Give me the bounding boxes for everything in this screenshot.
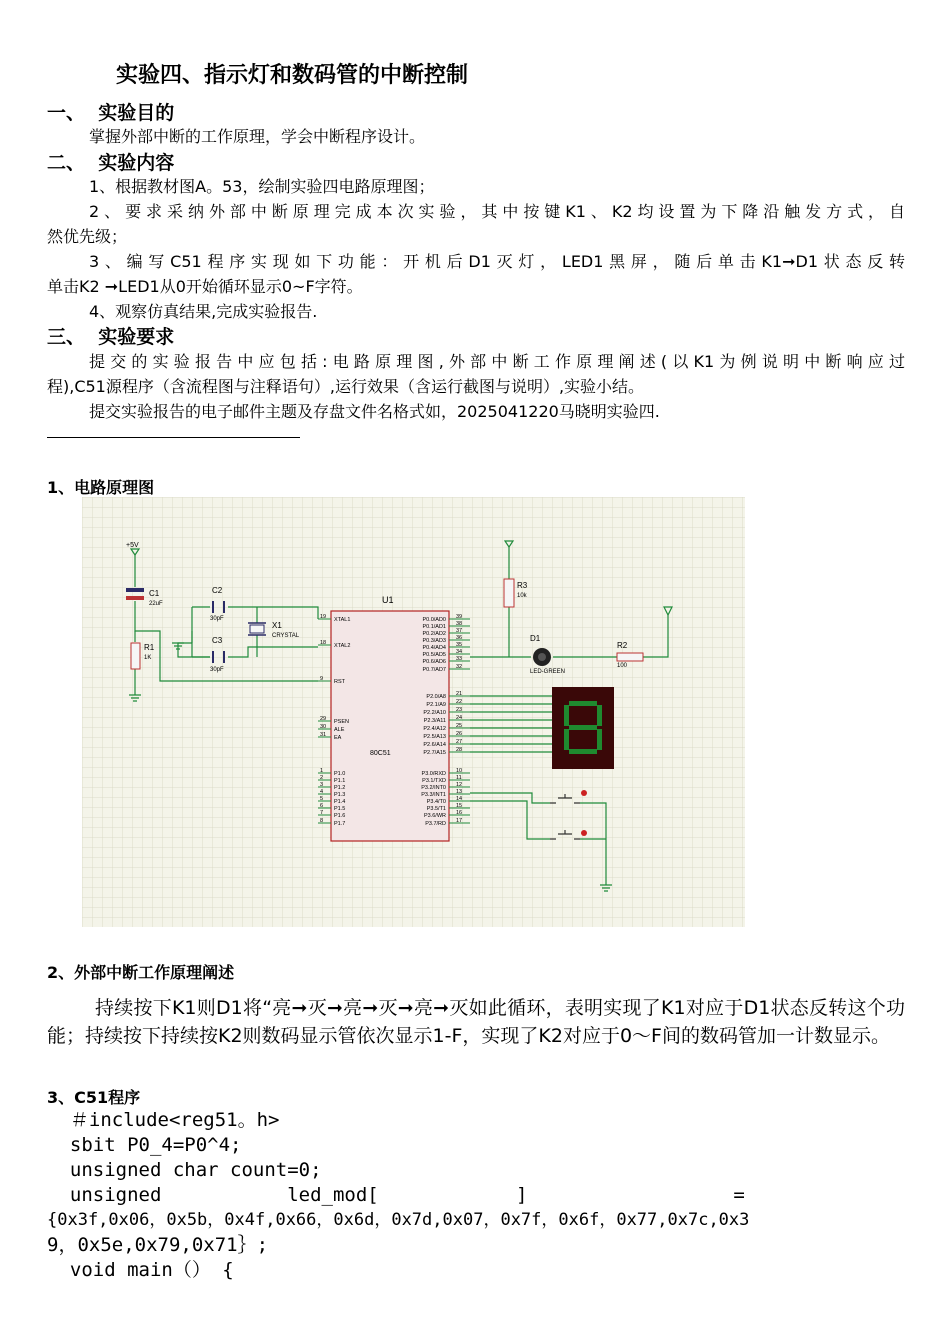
u1-pin-number: 5 [320, 796, 324, 802]
svg-text:LED-GREEN: LED-GREEN [530, 669, 566, 675]
u1-pin-label: P3.4/T0 [426, 799, 446, 805]
u1-pin-number: 25 [456, 723, 463, 729]
section-heading-content: 二、 实验内容 [47, 152, 175, 174]
u1-pin-number: 23 [456, 707, 463, 713]
u1-pin-label: P1.0 [334, 771, 346, 777]
u1-pin-number: 7 [320, 810, 324, 816]
code-line-7: void main（） { [47, 1259, 234, 1281]
svg-text:C3: C3 [212, 636, 223, 645]
part2-paragraph: 持续按下K1则D1将“亮➞灭➞亮➞灭➞亮➞灭如此循环，表明实现了K1对应于D1状态反转这个功能；持续按下持续按K2则数码显示管依次显示1-F，实现了K2对应于0～F间的数码管加一计数显示。 [47, 997, 905, 1047]
seven-segment-display [552, 687, 614, 769]
code-line-1: ＃include<reg51。h> [47, 1109, 280, 1131]
u1-pin-label: P0.2/AD2 [422, 631, 446, 637]
u1-pin-label: P2.6/A14 [423, 742, 446, 748]
u1-pin-label: P3.1/TXD [422, 778, 446, 784]
u1-pin-label: XTAL1 [334, 617, 351, 623]
u1-pin-label: P2.4/A12 [423, 726, 446, 732]
part2-heading: 2、外部中断工作原理阐述 [47, 963, 235, 982]
purpose-text: 掌握外部中断的工作原理，学会中断程序设计。 [89, 127, 426, 146]
u1-pin-label: P1.2 [334, 785, 346, 791]
u1-pin-number: 28 [456, 747, 463, 753]
u1-pin-number: 3 [320, 782, 324, 788]
svg-text:22uF: 22uF [149, 601, 163, 607]
u1-pin-label: P2.0/A8 [426, 694, 446, 700]
code-line-5: {0x3f,0x06，0x5b，0x4f,0x66，0x6d，0x7d,0x07，0x7f，0x6f，0x77,0x7c,0x3 [47, 1210, 750, 1230]
u1-pin-label: P3.6/WR [423, 813, 446, 819]
code-line-3: unsigned char count=0; [47, 1159, 322, 1181]
u1-pin-number: 2 [320, 775, 324, 781]
svg-text:R1: R1 [144, 643, 155, 652]
u1-pin-label: XTAL2 [334, 643, 351, 649]
u1-pin-label: P0.7/AD7 [422, 667, 446, 673]
content-line-3: 3、编写C51程序实现如下功能：开机后D1灭灯，LED1黑屏，随后单击K1➞D1状态反转 [89, 252, 905, 271]
u1-pin-label: P2.1/A9 [426, 702, 446, 708]
content-line-1: 1、根据教材图A。53，绘制实验四电路原理图； [89, 177, 435, 196]
u1-pin-number: 9 [320, 676, 324, 682]
u1-pin-label: P0.4/AD4 [422, 645, 446, 651]
section-heading-purpose: 一、 实验目的 [47, 102, 175, 124]
u1-pin-number: 33 [456, 656, 463, 662]
u1-pin-label: P1.3 [334, 792, 346, 798]
u1-pin-label: PSEN [334, 719, 349, 725]
u1-pin-number: 19 [320, 614, 327, 620]
u1-pin-label: P1.7 [334, 821, 346, 827]
u1-pin-label: P0.1/AD1 [422, 624, 446, 630]
content-line-4: 4、观察仿真结果,完成实验报告. [89, 302, 318, 321]
u1-pin-label: P0.3/AD3 [422, 638, 446, 644]
svg-text:1K: 1K [144, 655, 152, 661]
u1-pin-label: P2.2/A10 [423, 710, 446, 716]
svg-text:CRYSTAL: CRYSTAL [272, 633, 300, 639]
u1-pin-label: P0.6/AD6 [422, 659, 446, 665]
svg-text:C2: C2 [212, 586, 223, 595]
u1-pin-label: P0.5/AD5 [422, 652, 446, 658]
u1-pin-label: P3.7/RD [425, 821, 446, 827]
section-heading-requirements: 三、 实验要求 [47, 326, 175, 348]
u1-pin-label: ALE [334, 727, 345, 733]
u1-pin-label: P3.2/INT0 [421, 785, 446, 791]
u1-pin-label: P1.4 [334, 799, 346, 805]
u1-pin-number: 30 [320, 724, 327, 730]
u1-pin-number: 4 [320, 789, 324, 795]
svg-text:X1: X1 [272, 621, 282, 630]
requirements-line-3: 提交实验报告的电子邮件主题及存盘文件名格式如，2025041220马晓明实验四. [89, 402, 660, 421]
u1-pin-label: P1.5 [334, 806, 346, 812]
code-line-6: 9，0x5e,0x79,0x71｝; [47, 1234, 269, 1256]
u1-pin-label: P1.6 [334, 813, 346, 819]
u1-pin-number: 32 [456, 664, 463, 670]
u1-pin-label: P3.5/T1 [426, 806, 446, 812]
u1-pin-number: 34 [456, 649, 463, 655]
u1-pin-number: 22 [456, 699, 463, 705]
requirements-line-1: 提交的实验报告中应包括:电路原理图,外部中断工作原理阐述(以K1为例说明中断响应过 [89, 352, 905, 371]
u1-pin-number: 26 [456, 731, 463, 737]
content-line-2b: 然优先级； [47, 227, 128, 246]
u1-pin-number: 35 [456, 642, 463, 648]
u1-pin-number: 8 [320, 818, 324, 824]
svg-text:U1: U1 [382, 595, 394, 605]
svg-text:100: 100 [617, 663, 628, 669]
u1-pin-number: 17 [456, 818, 463, 824]
svg-text:C1: C1 [149, 589, 160, 598]
divider [47, 437, 300, 438]
u1-pin-number: 12 [456, 782, 463, 788]
circuit-schematic [82, 497, 745, 927]
u1-pin-number: 24 [456, 715, 463, 721]
svg-text:30pF: 30pF [210, 667, 224, 673]
u1-pin-number: 16 [456, 810, 463, 816]
part3-heading: 3、C51程序 [47, 1088, 141, 1107]
u1-pin-number: 18 [320, 640, 327, 646]
u1-pin-number: 29 [320, 716, 327, 722]
vcc-label: +5V [126, 542, 139, 549]
u1-pin-number: 39 [456, 614, 463, 620]
u1-pin-number: 37 [456, 628, 463, 634]
u1-pin-number: 6 [320, 803, 324, 809]
u1-pin-label: P2.5/A13 [423, 734, 446, 740]
u1-pin-label: P2.7/A15 [423, 750, 446, 756]
svg-text:R2: R2 [617, 641, 628, 650]
content-line-3b: 单击K2 ➞LED1从0开始循环显示0~F字符。 [47, 277, 363, 296]
u1-pin-label: P1.1 [334, 778, 346, 784]
code-line-2: sbit P0_4=P0^4; [47, 1134, 242, 1156]
u1-pin-number: 1 [320, 768, 324, 774]
u1-pin-number: 13 [456, 789, 463, 795]
svg-text:10k: 10k [517, 593, 527, 599]
svg-text:30pF: 30pF [210, 616, 224, 622]
microcontroller-u1 [318, 595, 470, 841]
u1-pin-number: 10 [456, 768, 463, 774]
u1-pin-number: 11 [456, 775, 462, 781]
u1-pin-label: P0.0/AD0 [422, 617, 446, 623]
svg-text:80C51: 80C51 [370, 750, 391, 757]
svg-text:D1: D1 [530, 634, 541, 643]
u1-pin-number: 21 [456, 691, 463, 697]
u1-pin-label: P3.3/INT1 [421, 792, 446, 798]
u1-pin-label: EA [334, 735, 342, 741]
u1-pin-label: P2.3/A11 [423, 718, 446, 724]
code-line-4: unsigned led_mod[ ] = [47, 1184, 745, 1206]
part1-heading: 1、电路原理图 [47, 478, 155, 497]
requirements-line-2: 程),C51源程序（含流程图与注释语句）,运行效果（含运行截图与说明）,实验小结。 [47, 377, 645, 396]
u1-pin-number: 31 [320, 732, 327, 738]
u1-pin-number: 36 [456, 635, 463, 641]
content-line-2: 2、要求采纳外部中断原理完成本次实验，其中按键K1、K2均设置为下降沿触发方式，自 [89, 202, 905, 221]
u1-pin-label: P3.0/RXD [421, 771, 446, 777]
u1-pin-number: 38 [456, 621, 463, 627]
u1-pin-number: 15 [456, 803, 463, 809]
u1-pin-number: 27 [456, 739, 463, 745]
u1-pin-label: RST [334, 679, 345, 685]
svg-text:R3: R3 [517, 581, 528, 590]
u1-pin-number: 14 [456, 796, 463, 802]
page-title: 实验四、指示灯和数码管的中断控制 [116, 63, 469, 88]
